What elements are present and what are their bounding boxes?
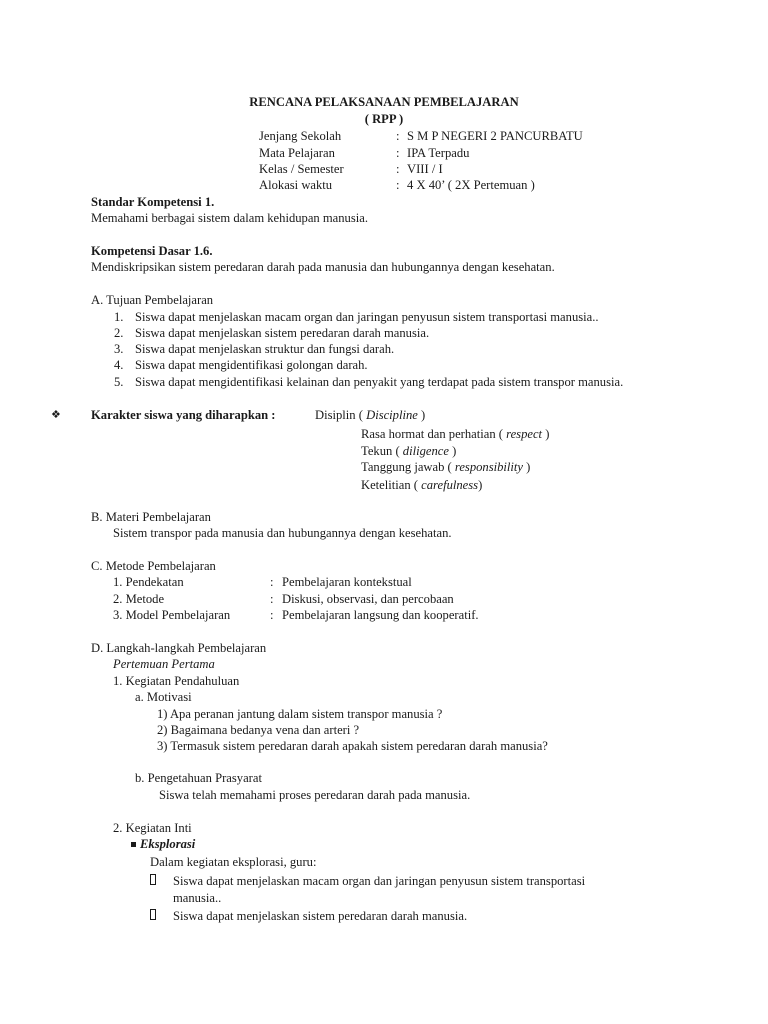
list-item: Siswa dapat menjelaskan macam organ dan jaringan penyusun sistem transportasi <box>173 874 586 888</box>
info-value: S M P NEGERI 2 PANCURBATU <box>407 129 583 143</box>
list-item: Siswa dapat mengidentifikasi golongan darah. <box>135 358 368 372</box>
info-label: Alokasi waktu <box>259 178 333 192</box>
kompetensi-text: Mendiskripsikan sistem peredaran darah pada manusia dan hubungannya dengan kesehatan. <box>91 260 555 274</box>
eksplorasi-label: Eksplorasi <box>140 837 196 851</box>
info-label: Mata Pelajaran <box>259 146 335 160</box>
box-bullet-icon <box>150 908 156 924</box>
karakter-text: Tekun ( <box>361 444 400 458</box>
question-item: 3) Termasuk sistem peredaran darah apakah sistem peredaran darah manusia? <box>157 739 548 753</box>
eksplorasi-intro: Dalam kegiatan eksplorasi, guru: <box>150 855 317 869</box>
question-item: 2) Bagaimana bedanya vena dan arteri ? <box>157 723 360 737</box>
karakter-text: Disiplin ( <box>315 408 363 422</box>
question-item: 1) Apa peranan jantung dalam sistem transpor manusia ? <box>157 707 443 721</box>
list-item-num: 5. <box>114 375 124 389</box>
kompetensi-heading: Kompetensi Dasar 1.6. <box>91 244 213 258</box>
metode-value: Pembelajaran kontekstual <box>282 575 412 589</box>
list-item-num: 3. <box>114 342 124 356</box>
list-item-continuation: manusia.. <box>173 891 222 905</box>
langkah-heading: D. Langkah-langkah Pembelajaran <box>91 641 267 655</box>
list-item-num: 1. <box>114 310 124 324</box>
karakter-item <box>315 407 425 423</box>
karakter-text: Tanggung jawab ( <box>361 460 452 474</box>
karakter-text: Rasa hormat dan perhatian ( <box>361 427 503 441</box>
info-sep: : <box>396 178 400 192</box>
pertemuan-label: Pertemuan Pertama <box>113 657 215 671</box>
document-title: RENCANA PELAKSANAAN PEMBELAJARAN <box>249 95 519 109</box>
document-subtitle: ( RPP ) <box>364 112 404 126</box>
standar-text: Memahami berbagai sistem dalam kehidupan manusia. <box>91 211 368 225</box>
metode-sep: : <box>270 608 274 622</box>
prasyarat-text: Siswa telah memahami proses peredaran darah pada manusia. <box>159 788 471 802</box>
info-value: VIII / I <box>407 162 443 176</box>
karakter-text: Ketelitian ( <box>361 478 418 492</box>
karakter-term: diligence <box>402 444 449 458</box>
motivasi-heading: a. Motivasi <box>135 690 192 704</box>
karakter-close: ) <box>542 427 550 441</box>
info-sep: : <box>396 146 400 160</box>
info-value: IPA Terpadu <box>407 146 470 160</box>
tujuan-heading: A. Tujuan Pembelajaran <box>91 293 214 307</box>
square-bullet-icon <box>131 842 136 847</box>
info-label: Jenjang Sekolah <box>259 129 342 143</box>
karakter-close: ) <box>523 460 531 474</box>
info-sep: : <box>396 162 400 176</box>
karakter-term: Discipline <box>366 408 418 422</box>
karakter-term: responsibility <box>454 460 524 474</box>
list-item: Siswa dapat menjelaskan macam organ dan jaringan penyusun sistem transportasi manusia.. <box>135 310 599 324</box>
karakter-close: ) <box>478 478 483 492</box>
karakter-item <box>361 443 456 459</box>
karakter-close: ) <box>417 408 426 422</box>
karakter-heading: Karakter siswa yang diharapkan : <box>91 408 276 422</box>
info-sep: : <box>396 129 400 143</box>
diamond-bullet-icon: ❖ <box>51 408 61 421</box>
eksplorasi-heading <box>131 836 195 852</box>
list-item-num: 4. <box>114 358 124 372</box>
karakter-item <box>361 459 530 475</box>
karakter-term: carefulness <box>421 478 479 492</box>
metode-sep: : <box>270 592 274 606</box>
metode-label: 3. Model Pembelajaran <box>113 608 231 622</box>
list-item: Siswa dapat menjelaskan struktur dan fungsi darah. <box>135 342 395 356</box>
list-item: Siswa dapat menjelaskan sistem peredaran darah manusia. <box>135 326 430 340</box>
metode-heading: C. Metode Pembelajaran <box>91 559 216 573</box>
karakter-close: ) <box>448 444 457 458</box>
prasyarat-heading: b. Pengetahuan Prasyarat <box>135 771 262 785</box>
karakter-item <box>361 426 549 442</box>
inti-heading: 2. Kegiatan Inti <box>113 821 192 835</box>
metode-value: Diskusi, observasi, dan percobaan <box>282 592 454 606</box>
materi-text: Sistem transpor pada manusia dan hubungannya dengan kesehatan. <box>113 526 452 540</box>
box-bullet-icon <box>150 873 156 889</box>
info-label: Kelas / Semester <box>259 162 344 176</box>
info-value: 4 X 40’ ( 2X Pertemuan ) <box>407 178 535 192</box>
list-item: Siswa dapat mengidentifikasi kelainan dan penyakit yang terdapat pada sistem transpor manusia. <box>135 375 624 389</box>
metode-label: 2. Metode <box>113 592 165 606</box>
karakter-item <box>361 477 482 493</box>
karakter-term: respect <box>506 427 543 441</box>
standar-heading: Standar Kompetensi 1. <box>91 195 215 209</box>
pendahuluan-heading: 1. Kegiatan Pendahuluan <box>113 674 240 688</box>
metode-value: Pembelajaran langsung dan kooperatif. <box>282 608 479 622</box>
list-item-num: 2. <box>114 326 124 340</box>
materi-heading: B. Materi Pembelajaran <box>91 510 211 524</box>
list-item: Siswa dapat menjelaskan sistem peredaran darah manusia. <box>173 909 468 923</box>
metode-label: 1. Pendekatan <box>113 575 184 589</box>
metode-sep: : <box>270 575 274 589</box>
